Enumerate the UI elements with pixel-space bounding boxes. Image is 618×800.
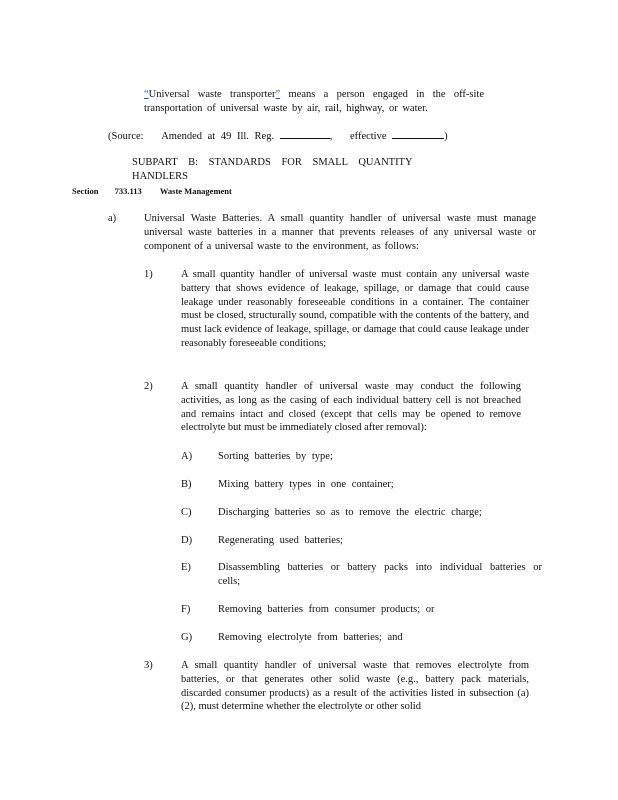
- subsection-a-label: a): [108, 213, 117, 224]
- section-title: Waste Management: [159, 186, 232, 196]
- definition-paragraph: [144, 88, 484, 116]
- subpart-heading: SUBPART B: STANDARDS FOR SMALL QUANTITY HANDLERS: [132, 157, 413, 182]
- sub-item-A-text: Sorting batteries by type;: [218, 451, 333, 462]
- sub-item-B-label: B): [181, 479, 192, 490]
- sub-item-B-text: Mixing battery types in one container;: [218, 479, 394, 490]
- source-prefix: (Source:: [108, 131, 144, 142]
- sub-item-E-label: E): [181, 562, 191, 573]
- sub-item-G-text: Removing electrolyte from batteries; and: [218, 632, 403, 643]
- sub-item-A-label: A): [181, 451, 193, 462]
- source-close: ): [444, 131, 448, 142]
- defined-term: Universal waste transporter: [148, 89, 276, 100]
- sub-item-D-label: D): [181, 535, 193, 546]
- section-number: 733.113: [114, 186, 142, 196]
- sub-item-G-label: G): [181, 632, 193, 643]
- item-1-text: A small quantity handler of universal waste must contain any universal waste battery that shows evidence of leakage, spillage, or damage that could cause leakage under reasonably foreseeable conditions in a container. The container must be closed, structurally sound, compatible with the contents of the battery, and must lack evidence of leakage, spillage, or damage that could cause leakage under reasonably foreseeable conditions;: [181, 269, 529, 349]
- sub-item-E-text: Disassembling batteries or battery packs into individual batteries or cells;: [218, 562, 542, 587]
- definition-text: means a person engaged in the off-site transportation of universal waste by air, rail, highway, or water.: [144, 89, 484, 114]
- item-3-label: 3): [144, 660, 153, 671]
- item-2-text: A small quantity handler of universal waste may conduct the following activities, as long as the casing of each individual battery cell is not breached and remains intact and closed (except that cells may be opened to remove electrolyte but must be immediately closed after removal):: [181, 381, 521, 434]
- sub-item-C-label: C): [181, 507, 192, 518]
- source-note: [108, 128, 468, 144]
- source-middle: Amended at 49 Ill. Reg.: [161, 131, 275, 142]
- sub-item-C-text: Discharging batteries so as to remove the electric charge;: [218, 507, 482, 518]
- sub-item-F-label: F): [181, 604, 191, 615]
- register-blank: [280, 128, 330, 139]
- source-comma: ,: [329, 131, 333, 142]
- item-2-label: 2): [144, 381, 153, 392]
- section-label: Section: [72, 186, 99, 196]
- item-1-label: 1): [144, 269, 153, 280]
- source-effective: effective: [349, 131, 387, 142]
- sub-item-F-text: Removing batteries from consumer products; or: [218, 604, 435, 615]
- inserted-close-quote: ”: [275, 89, 281, 100]
- inserted-open-quote: “: [144, 89, 149, 100]
- effective-date-blank: [392, 128, 444, 139]
- section-heading: [72, 185, 272, 199]
- item-3-text: A small quantity handler of universal waste that removes electrolyte from batteries, or that generates other solid waste (e.g., battery pack materials, discarded consumer products) as a result of the activities listed in subsection (a)(2), must determine whether the electrolyte or other solid: [181, 660, 529, 713]
- subsection-a-text: Universal Waste Batteries. A small quantity handler of universal waste must manage universal waste batteries in a manner that prevents releases of any universal waste or component of a universal waste to the environment, as follows:: [144, 213, 536, 252]
- sub-item-D-text: Regenerating used batteries;: [218, 535, 343, 546]
